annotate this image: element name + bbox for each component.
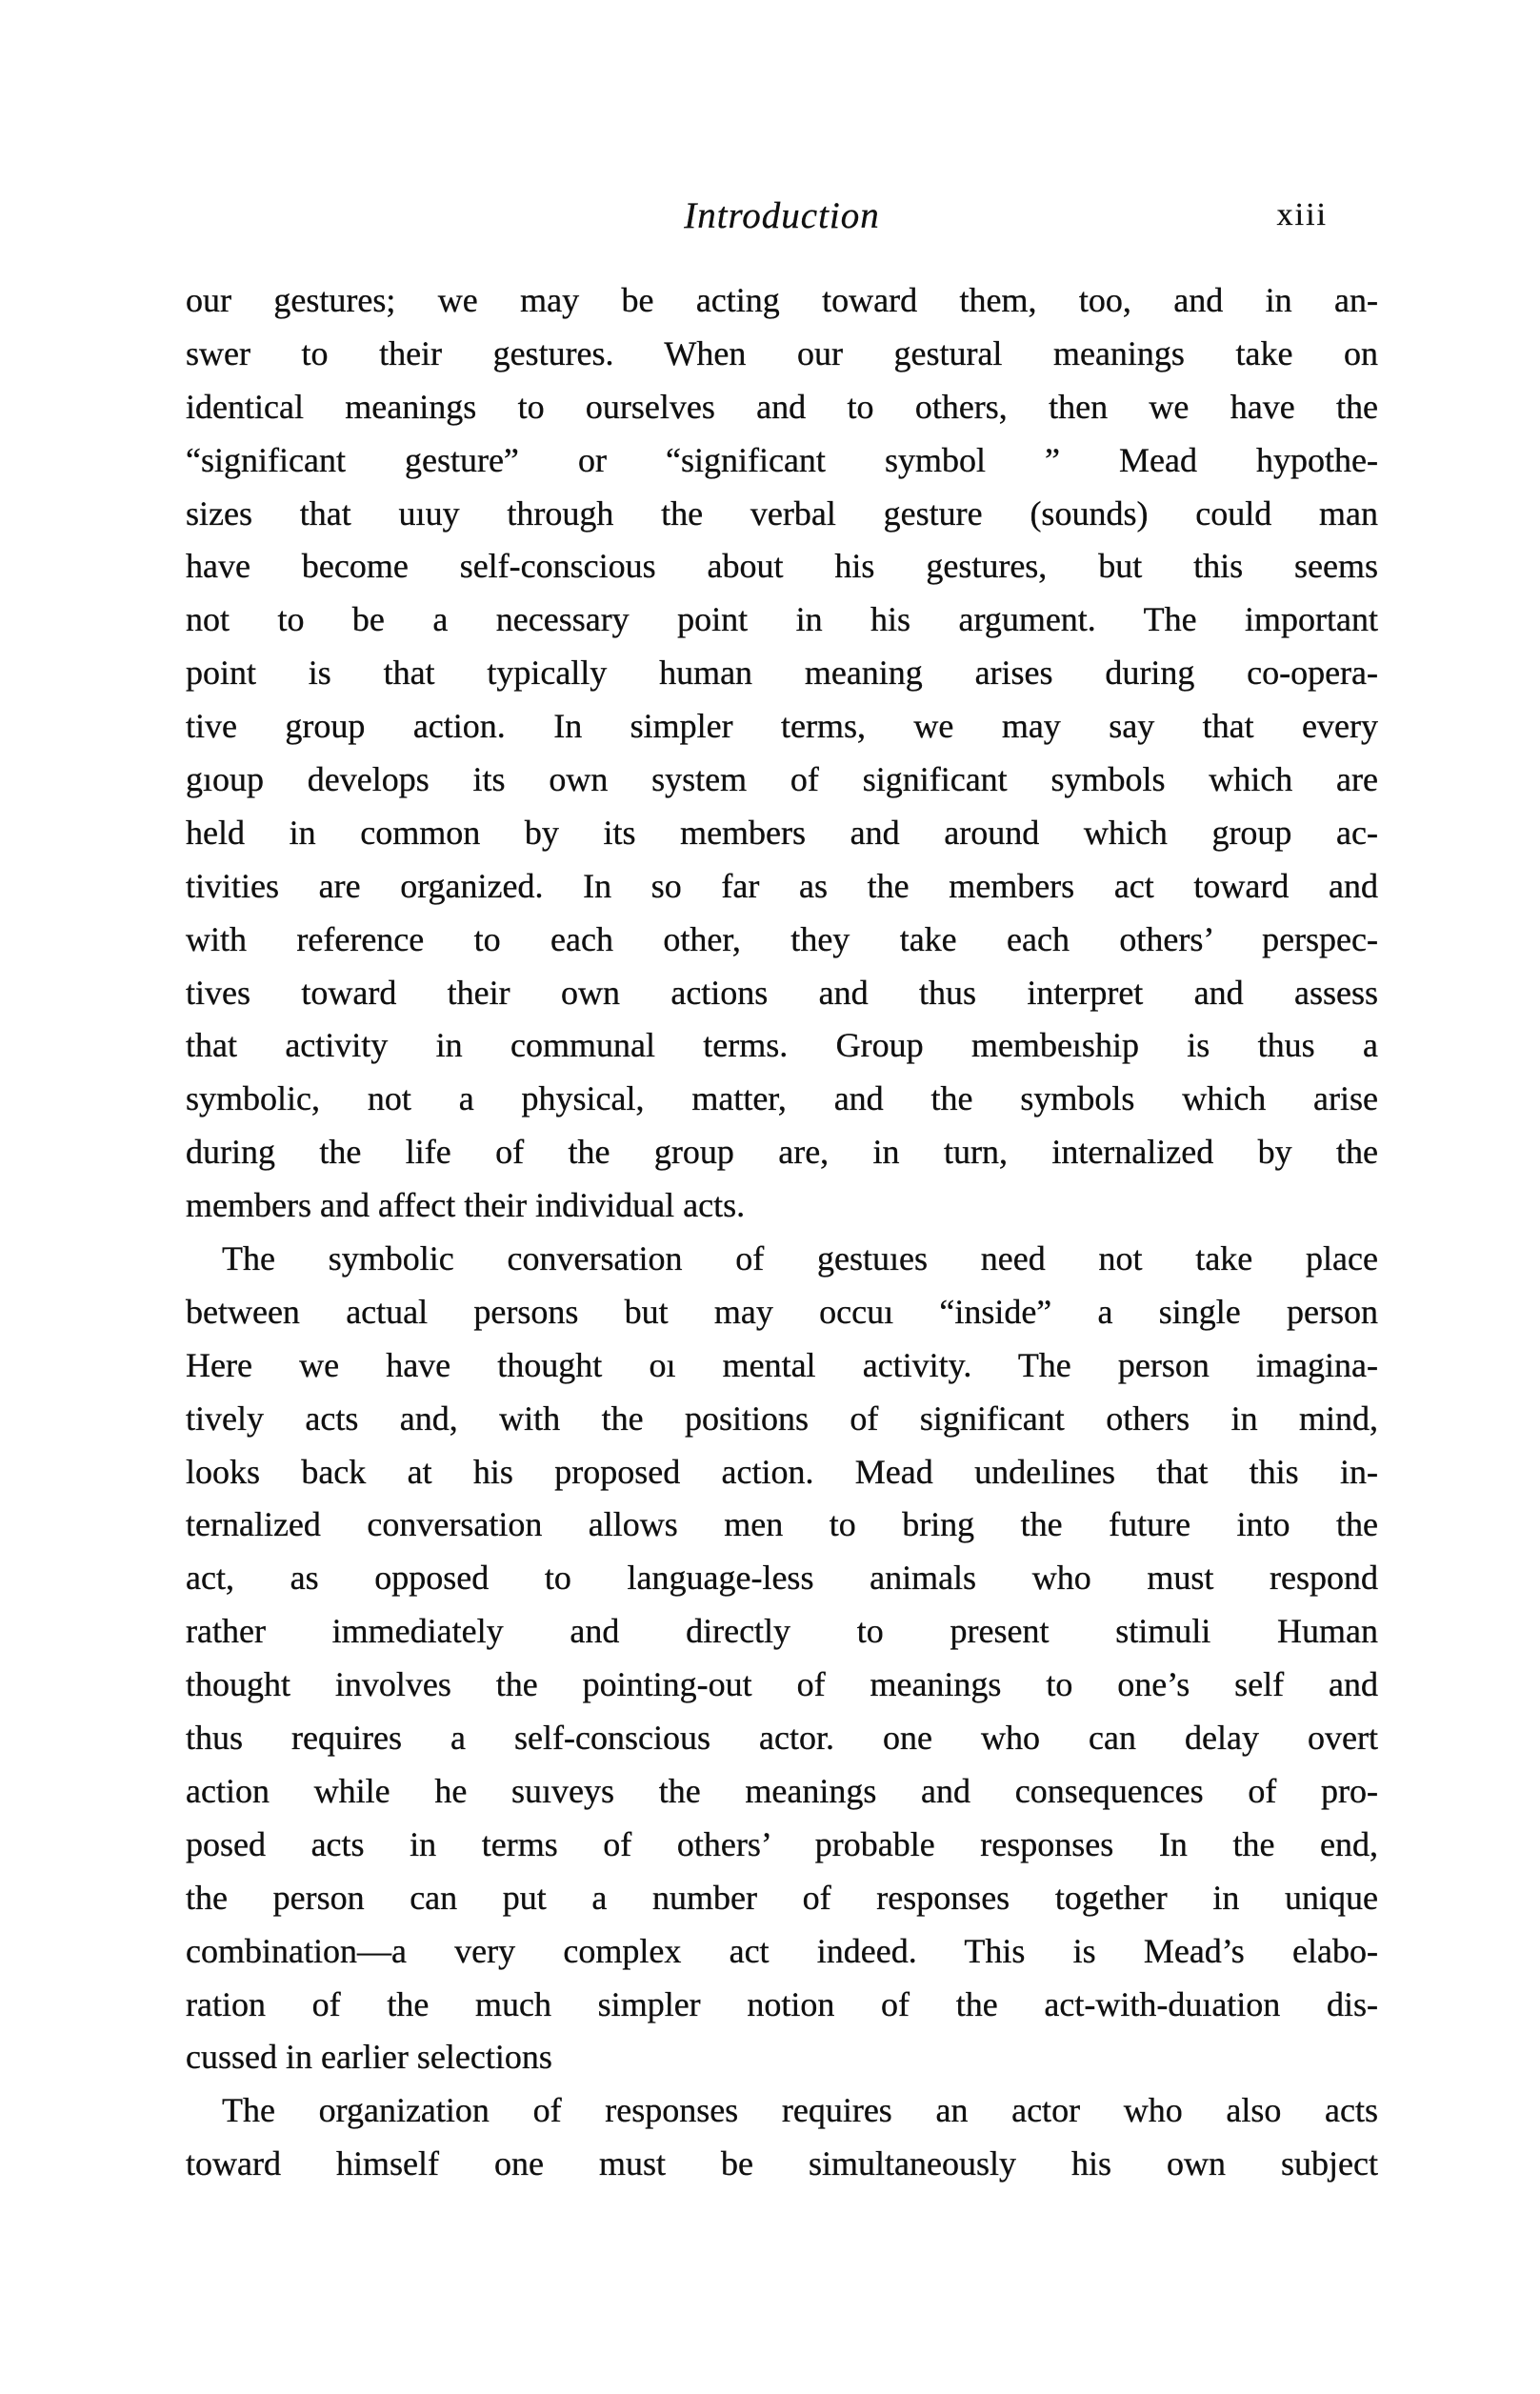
text-line: thought involves the pointing-out of meanings to one’s self and [186,1665,1378,1704]
text-line: looks back at his proposed action. Mead undeılines that this in- [186,1452,1378,1491]
text-line: ternalized conversation allows men to bring the future into the [186,1505,1378,1544]
text-line: that activity in communal terms. Group membeıship is thus a [186,1026,1378,1065]
text-line: tivities are organized. In so far as the members act toward and [186,866,1378,905]
text-line: symbolic, not a physical, matter, and the symbols which arise [186,1079,1378,1118]
text-line: the person can put a number of responses together in unique [186,1878,1378,1917]
text-line: gıoup develops its own system of significant symbols which are [186,760,1378,799]
text-line: point is that typically human meaning arises during co-opera- [186,654,1378,693]
text-line: The symbolic conversation of gestuıes need not take place [222,1239,1378,1278]
text-line: thus requires a self-conscious actor. one who can delay overt [186,1719,1378,1758]
text-line: The organization of responses requires an actor who also acts [222,2091,1378,2130]
text-line: cussed in earlier selections [186,2038,552,2077]
text-line: our gestures; we may be acting toward them, too, and in an- [186,281,1378,319]
text-line: Here we have thought oı mental activity. The person imagina- [186,1345,1378,1384]
text-line: posed acts in terms of others’ probable responses In the end, [186,1824,1378,1863]
text-line: tive group action. In simpler terms, we may say that every [186,707,1378,746]
text-line: between actual persons but may occuı “inside” a single person [186,1292,1378,1331]
page-title: Introduction [684,195,880,236]
text-line: with reference to each other, they take each others’ perspec- [186,919,1378,958]
text-line: members and affect their individual acts. [186,1186,746,1225]
text-line: ration of the much simpler notion of the act-with-duıation dis- [186,1984,1378,2023]
text-line: have become self-conscious about his gestures, but this seems [186,547,1378,586]
text-line: held in common by its members and around which group ac- [186,813,1378,852]
text-line: “significant gesture” or “significant symbol ” Mead hypothe- [186,440,1378,479]
text-line: not to be a necessary point in his argument. The important [186,600,1378,639]
body-text [186,274,1378,2191]
text-line: action while he suıveys the meanings and consequences of pro- [186,1771,1378,1810]
text-line: rather immediately and directly to present stimuli Human [186,1612,1378,1651]
text-line: swer to their gestures. When our gestural meanings take on [186,333,1378,372]
text-line: identical meanings to ourselves and to others, then we have the [186,387,1378,426]
text-line: tives toward their own actions and thus interpret and assess [186,973,1378,1012]
text-line: combination—a very complex act indeed. This is Mead’s elabo- [186,1931,1378,1970]
text-line: sizes that uıuy through the verbal gesture (sounds) could man [186,493,1378,533]
text-line: act, as opposed to language-less animals who must respond [186,1559,1378,1598]
text-line: during the life of the group are, in turn, internalized by the [186,1133,1378,1172]
text-line: toward himself one must be simultaneously his own subject [186,2144,1378,2183]
page-number: xiii [1276,197,1328,232]
page-header [186,194,1378,251]
text-line: tively acts and, with the positions of significant others in mind, [186,1398,1378,1438]
